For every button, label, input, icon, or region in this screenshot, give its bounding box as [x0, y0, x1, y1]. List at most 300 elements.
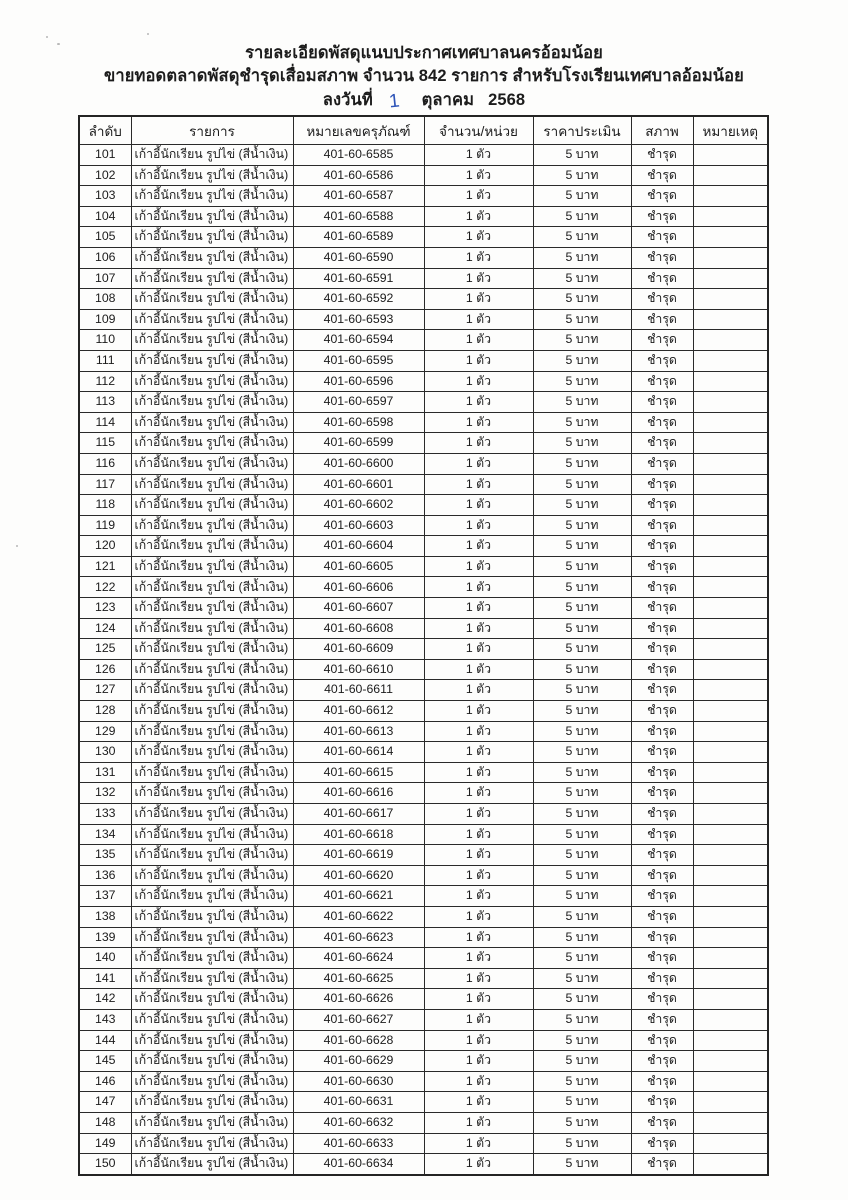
table-body [79, 145, 768, 1175]
cell-quantity-unit: 1 ตัว [424, 1071, 533, 1092]
cell-estimated-price: 5 บาท [533, 495, 631, 516]
date-prefix: ลงวันที่ [322, 91, 373, 109]
cell-condition: ชำรุด [631, 536, 693, 557]
cell-remarks [693, 412, 768, 433]
cell-condition: ชำรุด [631, 1009, 693, 1030]
cell-condition: ชำรุด [631, 1112, 693, 1133]
cell-quantity-unit: 1 ตัว [424, 165, 533, 186]
table-row [79, 556, 768, 577]
cell-asset-number: 401-60-6630 [293, 1071, 424, 1092]
cell-asset-number: 401-60-6621 [293, 886, 424, 907]
cell-estimated-price: 5 บาท [533, 1030, 631, 1051]
cell-condition: ชำรุด [631, 1133, 693, 1154]
cell-estimated-price: 5 บาท [533, 598, 631, 619]
table-row [79, 845, 768, 866]
cell-asset-number: 401-60-6627 [293, 1009, 424, 1030]
cell-item: เก้าอี้นักเรียน รูปไข่ (สีน้ำเงิน) [131, 1071, 293, 1092]
cell-index: 102 [79, 165, 131, 186]
cell-estimated-price: 5 บาท [533, 350, 631, 371]
cell-asset-number: 401-60-6589 [293, 227, 424, 248]
cell-estimated-price: 5 บาท [533, 330, 631, 351]
cell-remarks [693, 865, 768, 886]
cell-remarks [693, 247, 768, 268]
cell-index: 123 [79, 598, 131, 619]
cell-item: เก้าอี้นักเรียน รูปไข่ (สีน้ำเงิน) [131, 165, 293, 186]
cell-estimated-price: 5 บาท [533, 927, 631, 948]
cell-estimated-price: 5 บาท [533, 865, 631, 886]
cell-remarks [693, 598, 768, 619]
cell-remarks [693, 289, 768, 310]
cell-item: เก้าอี้นักเรียน รูปไข่ (สีน้ำเงิน) [131, 350, 293, 371]
cell-index: 144 [79, 1030, 131, 1051]
cell-asset-number: 401-60-6597 [293, 392, 424, 413]
cell-quantity-unit: 1 ตัว [424, 453, 533, 474]
cell-item: เก้าอี้นักเรียน รูปไข่ (สีน้ำเงิน) [131, 948, 293, 969]
cell-asset-number: 401-60-6620 [293, 865, 424, 886]
cell-remarks [693, 659, 768, 680]
cell-condition: ชำรุด [631, 1154, 693, 1175]
cell-remarks [693, 1030, 768, 1051]
cell-item: เก้าอี้นักเรียน รูปไข่ (สีน้ำเงิน) [131, 268, 293, 289]
cell-remarks [693, 330, 768, 351]
cell-remarks [693, 536, 768, 557]
table-row [79, 1030, 768, 1051]
cell-index: 103 [79, 186, 131, 207]
cell-item: เก้าอี้นักเรียน รูปไข่ (สีน้ำเงิน) [131, 1154, 293, 1175]
cell-estimated-price: 5 บาท [533, 1133, 631, 1154]
cell-index: 135 [79, 845, 131, 866]
cell-asset-number: 401-60-6594 [293, 330, 424, 351]
cell-item: เก้าอี้นักเรียน รูปไข่ (สีน้ำเงิน) [131, 701, 293, 722]
cell-index: 150 [79, 1154, 131, 1175]
cell-item: เก้าอี้นักเรียน รูปไข่ (สีน้ำเงิน) [131, 1092, 293, 1113]
cell-remarks [693, 309, 768, 330]
table-row [79, 906, 768, 927]
cell-index: 132 [79, 783, 131, 804]
cell-quantity-unit: 1 ตัว [424, 783, 533, 804]
table-row [79, 968, 768, 989]
cell-remarks [693, 1154, 768, 1175]
cell-condition: ชำรุด [631, 804, 693, 825]
cell-quantity-unit: 1 ตัว [424, 186, 533, 207]
cell-quantity-unit: 1 ตัว [424, 433, 533, 454]
cell-index: 149 [79, 1133, 131, 1154]
cell-remarks [693, 927, 768, 948]
table-row [79, 886, 768, 907]
cell-item: เก้าอี้นักเรียน รูปไข่ (สีน้ำเงิน) [131, 783, 293, 804]
cell-remarks [693, 906, 768, 927]
cell-asset-number: 401-60-6585 [293, 145, 424, 166]
table-row [79, 433, 768, 454]
cell-item: เก้าอี้นักเรียน รูปไข่ (สีน้ำเงิน) [131, 618, 293, 639]
cell-asset-number: 401-60-6602 [293, 495, 424, 516]
cell-item: เก้าอี้นักเรียน รูปไข่ (สีน้ำเงิน) [131, 1009, 293, 1030]
table-row [79, 1009, 768, 1030]
cell-index: 140 [79, 948, 131, 969]
column-header-asset-number: หมายเลขครุภัณฑ์ [293, 116, 424, 145]
cell-quantity-unit: 1 ตัว [424, 145, 533, 166]
cell-asset-number: 401-60-6596 [293, 371, 424, 392]
cell-estimated-price: 5 บาท [533, 1112, 631, 1133]
cell-item: เก้าอี้นักเรียน รูปไข่ (สีน้ำเงิน) [131, 1030, 293, 1051]
cell-quantity-unit: 1 ตัว [424, 598, 533, 619]
cell-item: เก้าอี้นักเรียน รูปไข่ (สีน้ำเงิน) [131, 742, 293, 763]
cell-condition: ชำรุด [631, 701, 693, 722]
table-row [79, 247, 768, 268]
cell-asset-number: 401-60-6626 [293, 989, 424, 1010]
cell-condition: ชำรุด [631, 680, 693, 701]
cell-condition: ชำรุด [631, 371, 693, 392]
cell-asset-number: 401-60-6631 [293, 1092, 424, 1113]
cell-condition: ชำรุด [631, 289, 693, 310]
cell-estimated-price: 5 บาท [533, 989, 631, 1010]
table-row [79, 618, 768, 639]
cell-index: 114 [79, 412, 131, 433]
cell-quantity-unit: 1 ตัว [424, 927, 533, 948]
table-row [79, 762, 768, 783]
cell-asset-number: 401-60-6634 [293, 1154, 424, 1175]
cell-remarks [693, 371, 768, 392]
cell-remarks [693, 804, 768, 825]
cell-index: 139 [79, 927, 131, 948]
cell-remarks [693, 165, 768, 186]
table-row [79, 742, 768, 763]
cell-condition: ชำรุด [631, 906, 693, 927]
column-header-item: รายการ [131, 116, 293, 145]
cell-condition: ชำรุด [631, 783, 693, 804]
column-header-quantity-unit: จำนวน/หน่วย [424, 116, 533, 145]
cell-remarks [693, 495, 768, 516]
cell-estimated-price: 5 บาท [533, 783, 631, 804]
cell-index: 104 [79, 206, 131, 227]
cell-condition: ชำรุด [631, 227, 693, 248]
cell-quantity-unit: 1 ตัว [424, 721, 533, 742]
cell-quantity-unit: 1 ตัว [424, 845, 533, 866]
cell-item: เก้าอี้นักเรียน รูปไข่ (สีน้ำเงิน) [131, 206, 293, 227]
cell-condition: ชำรุด [631, 515, 693, 536]
cell-index: 122 [79, 577, 131, 598]
cell-asset-number: 401-60-6608 [293, 618, 424, 639]
table-row [79, 165, 768, 186]
cell-remarks [693, 556, 768, 577]
cell-asset-number: 401-60-6614 [293, 742, 424, 763]
cell-index: 128 [79, 701, 131, 722]
column-header-condition: สภาพ [631, 116, 693, 145]
column-header-estimated-price: ราคาประเมิน [533, 116, 631, 145]
cell-asset-number: 401-60-6599 [293, 433, 424, 454]
table-row [79, 1051, 768, 1072]
cell-estimated-price: 5 บาท [533, 659, 631, 680]
cell-item: เก้าอี้นักเรียน รูปไข่ (สีน้ำเงิน) [131, 495, 293, 516]
cell-quantity-unit: 1 ตัว [424, 227, 533, 248]
cell-estimated-price: 5 บาท [533, 948, 631, 969]
cell-estimated-price: 5 บาท [533, 1154, 631, 1175]
cell-estimated-price: 5 บาท [533, 824, 631, 845]
cell-quantity-unit: 1 ตัว [424, 536, 533, 557]
cell-condition: ชำรุด [631, 495, 693, 516]
cell-estimated-price: 5 บาท [533, 618, 631, 639]
cell-remarks [693, 680, 768, 701]
cell-asset-number: 401-60-6590 [293, 247, 424, 268]
column-header-index: ลำดับ [79, 116, 131, 145]
cell-remarks [693, 474, 768, 495]
cell-remarks [693, 577, 768, 598]
cell-estimated-price: 5 บาท [533, 247, 631, 268]
cell-item: เก้าอี้นักเรียน รูปไข่ (สีน้ำเงิน) [131, 186, 293, 207]
cell-index: 106 [79, 247, 131, 268]
cell-quantity-unit: 1 ตัว [424, 556, 533, 577]
cell-condition: ชำรุด [631, 824, 693, 845]
cell-condition: ชำรุด [631, 247, 693, 268]
cell-condition: ชำรุด [631, 556, 693, 577]
cell-index: 120 [79, 536, 131, 557]
cell-quantity-unit: 1 ตัว [424, 1112, 533, 1133]
cell-index: 138 [79, 906, 131, 927]
cell-estimated-price: 5 บาท [533, 433, 631, 454]
cell-estimated-price: 5 บาท [533, 412, 631, 433]
cell-quantity-unit: 1 ตัว [424, 1133, 533, 1154]
cell-quantity-unit: 1 ตัว [424, 968, 533, 989]
table-row [79, 536, 768, 557]
cell-asset-number: 401-60-6618 [293, 824, 424, 845]
cell-quantity-unit: 1 ตัว [424, 680, 533, 701]
cell-remarks [693, 742, 768, 763]
cell-index: 141 [79, 968, 131, 989]
cell-item: เก้าอี้นักเรียน รูปไข่ (สีน้ำเงิน) [131, 680, 293, 701]
cell-asset-number: 401-60-6586 [293, 165, 424, 186]
cell-quantity-unit: 1 ตัว [424, 701, 533, 722]
cell-condition: ชำรุด [631, 453, 693, 474]
table-row [79, 639, 768, 660]
cell-estimated-price: 5 บาท [533, 721, 631, 742]
cell-item: เก้าอี้นักเรียน รูปไข่ (สีน้ำเงิน) [131, 1133, 293, 1154]
cell-item: เก้าอี้นักเรียน รูปไข่ (สีน้ำเงิน) [131, 412, 293, 433]
cell-estimated-price: 5 บาท [533, 515, 631, 536]
cell-item: เก้าอี้นักเรียน รูปไข่ (สีน้ำเงิน) [131, 392, 293, 413]
cell-estimated-price: 5 บาท [533, 845, 631, 866]
table-row [79, 577, 768, 598]
cell-remarks [693, 1092, 768, 1113]
table-row [79, 783, 768, 804]
cell-quantity-unit: 1 ตัว [424, 289, 533, 310]
table-row [79, 392, 768, 413]
cell-asset-number: 401-60-6611 [293, 680, 424, 701]
cell-remarks [693, 206, 768, 227]
cell-asset-number: 401-60-6600 [293, 453, 424, 474]
cell-quantity-unit: 1 ตัว [424, 577, 533, 598]
asset-table [78, 115, 769, 1176]
cell-estimated-price: 5 บาท [533, 701, 631, 722]
cell-item: เก้าอี้นักเรียน รูปไข่ (สีน้ำเงิน) [131, 247, 293, 268]
cell-quantity-unit: 1 ตัว [424, 268, 533, 289]
cell-asset-number: 401-60-6625 [293, 968, 424, 989]
cell-remarks [693, 1051, 768, 1072]
column-header-remarks: หมายเหตุ [693, 116, 768, 145]
cell-remarks [693, 968, 768, 989]
cell-condition: ชำรุด [631, 165, 693, 186]
document-header [0, 0, 848, 112]
cell-index: 110 [79, 330, 131, 351]
cell-remarks [693, 392, 768, 413]
cell-asset-number: 401-60-6606 [293, 577, 424, 598]
cell-condition: ชำรุด [631, 577, 693, 598]
cell-item: เก้าอี้นักเรียน รูปไข่ (สีน้ำเงิน) [131, 639, 293, 660]
cell-index: 126 [79, 659, 131, 680]
cell-condition: ชำรุด [631, 598, 693, 619]
cell-remarks [693, 1133, 768, 1154]
cell-quantity-unit: 1 ตัว [424, 659, 533, 680]
cell-condition: ชำรุด [631, 927, 693, 948]
cell-index: 117 [79, 474, 131, 495]
cell-quantity-unit: 1 ตัว [424, 762, 533, 783]
cell-quantity-unit: 1 ตัว [424, 886, 533, 907]
table-row [79, 1154, 768, 1175]
cell-index: 146 [79, 1071, 131, 1092]
cell-index: 130 [79, 742, 131, 763]
cell-item: เก้าอี้นักเรียน รูปไข่ (สีน้ำเงิน) [131, 865, 293, 886]
cell-remarks [693, 948, 768, 969]
cell-remarks [693, 1112, 768, 1133]
cell-item: เก้าอี้นักเรียน รูปไข่ (สีน้ำเงิน) [131, 515, 293, 536]
cell-asset-number: 401-60-6609 [293, 639, 424, 660]
cell-asset-number: 401-60-6615 [293, 762, 424, 783]
cell-condition: ชำรุด [631, 989, 693, 1010]
handwritten-day: 1 [387, 90, 401, 113]
cell-condition: ชำรุด [631, 268, 693, 289]
cell-estimated-price: 5 บาท [533, 165, 631, 186]
cell-index: 147 [79, 1092, 131, 1113]
cell-asset-number: 401-60-6593 [293, 309, 424, 330]
cell-asset-number: 401-60-6610 [293, 659, 424, 680]
cell-item: เก้าอี้นักเรียน รูปไข่ (สีน้ำเงิน) [131, 927, 293, 948]
cell-quantity-unit: 1 ตัว [424, 350, 533, 371]
cell-item: เก้าอี้นักเรียน รูปไข่ (สีน้ำเงิน) [131, 536, 293, 557]
cell-estimated-price: 5 บาท [533, 453, 631, 474]
cell-asset-number: 401-60-6624 [293, 948, 424, 969]
date-year: 2568 [488, 91, 526, 109]
cell-quantity-unit: 1 ตัว [424, 804, 533, 825]
cell-quantity-unit: 1 ตัว [424, 1009, 533, 1030]
table-row [79, 474, 768, 495]
cell-item: เก้าอี้นักเรียน รูปไข่ (สีน้ำเงิน) [131, 433, 293, 454]
scan-speckle [46, 36, 48, 38]
cell-asset-number: 401-60-6604 [293, 536, 424, 557]
cell-remarks [693, 515, 768, 536]
cell-index: 124 [79, 618, 131, 639]
cell-condition: ชำรุด [631, 618, 693, 639]
cell-index: 113 [79, 392, 131, 413]
cell-condition: ชำรุด [631, 1071, 693, 1092]
cell-remarks [693, 989, 768, 1010]
table-row [79, 515, 768, 536]
cell-condition: ชำรุด [631, 350, 693, 371]
cell-asset-number: 401-60-6616 [293, 783, 424, 804]
cell-asset-number: 401-60-6591 [293, 268, 424, 289]
cell-condition: ชำรุด [631, 968, 693, 989]
cell-index: 108 [79, 289, 131, 310]
cell-estimated-price: 5 บาท [533, 968, 631, 989]
cell-item: เก้าอี้นักเรียน รูปไข่ (สีน้ำเงิน) [131, 845, 293, 866]
table-row [79, 598, 768, 619]
table-row [79, 330, 768, 351]
cell-condition: ชำรุด [631, 639, 693, 660]
cell-item: เก้าอี้นักเรียน รูปไข่ (สีน้ำเงิน) [131, 227, 293, 248]
cell-quantity-unit: 1 ตัว [424, 495, 533, 516]
cell-estimated-price: 5 บาท [533, 474, 631, 495]
cell-remarks [693, 618, 768, 639]
cell-quantity-unit: 1 ตัว [424, 1092, 533, 1113]
cell-remarks [693, 701, 768, 722]
cell-index: 112 [79, 371, 131, 392]
table-row [79, 701, 768, 722]
cell-asset-number: 401-60-6617 [293, 804, 424, 825]
cell-index: 134 [79, 824, 131, 845]
table-row [79, 865, 768, 886]
cell-index: 111 [79, 350, 131, 371]
table-row [79, 1092, 768, 1113]
cell-index: 142 [79, 989, 131, 1010]
cell-index: 115 [79, 433, 131, 454]
cell-quantity-unit: 1 ตัว [424, 824, 533, 845]
cell-quantity-unit: 1 ตัว [424, 906, 533, 927]
table-row [79, 206, 768, 227]
cell-remarks [693, 1071, 768, 1092]
cell-asset-number: 401-60-6632 [293, 1112, 424, 1133]
scan-speckle [147, 33, 149, 35]
cell-remarks [693, 145, 768, 166]
cell-item: เก้าอี้นักเรียน รูปไข่ (สีน้ำเงิน) [131, 824, 293, 845]
cell-index: 105 [79, 227, 131, 248]
cell-remarks [693, 186, 768, 207]
cell-item: เก้าอี้นักเรียน รูปไข่ (สีน้ำเงิน) [131, 721, 293, 742]
cell-remarks [693, 824, 768, 845]
cell-item: เก้าอี้นักเรียน รูปไข่ (สีน้ำเงิน) [131, 804, 293, 825]
cell-item: เก้าอี้นักเรียน รูปไข่ (สีน้ำเงิน) [131, 762, 293, 783]
cell-asset-number: 401-60-6619 [293, 845, 424, 866]
table-row [79, 309, 768, 330]
cell-condition: ชำรุด [631, 412, 693, 433]
cell-asset-number: 401-60-6592 [293, 289, 424, 310]
cell-asset-number: 401-60-6623 [293, 927, 424, 948]
cell-item: เก้าอี้นักเรียน รูปไข่ (สีน้ำเงิน) [131, 371, 293, 392]
cell-index: 137 [79, 886, 131, 907]
table-row [79, 948, 768, 969]
cell-quantity-unit: 1 ตัว [424, 639, 533, 660]
cell-index: 119 [79, 515, 131, 536]
cell-estimated-price: 5 บาท [533, 762, 631, 783]
table-row [79, 989, 768, 1010]
cell-asset-number: 401-60-6598 [293, 412, 424, 433]
cell-quantity-unit: 1 ตัว [424, 330, 533, 351]
date-month: ตุลาคม [421, 91, 475, 109]
cell-item: เก้าอี้นักเรียน รูปไข่ (สีน้ำเงิน) [131, 474, 293, 495]
cell-quantity-unit: 1 ตัว [424, 618, 533, 639]
cell-quantity-unit: 1 ตัว [424, 371, 533, 392]
cell-quantity-unit: 1 ตัว [424, 392, 533, 413]
cell-estimated-price: 5 บาท [533, 289, 631, 310]
cell-estimated-price: 5 บาท [533, 1071, 631, 1092]
cell-estimated-price: 5 บาท [533, 186, 631, 207]
cell-asset-number: 401-60-6622 [293, 906, 424, 927]
table-row [79, 289, 768, 310]
cell-remarks [693, 453, 768, 474]
cell-index: 116 [79, 453, 131, 474]
table-row [79, 495, 768, 516]
cell-estimated-price: 5 บาท [533, 556, 631, 577]
cell-quantity-unit: 1 ตัว [424, 989, 533, 1010]
table-row [79, 350, 768, 371]
cell-remarks [693, 433, 768, 454]
